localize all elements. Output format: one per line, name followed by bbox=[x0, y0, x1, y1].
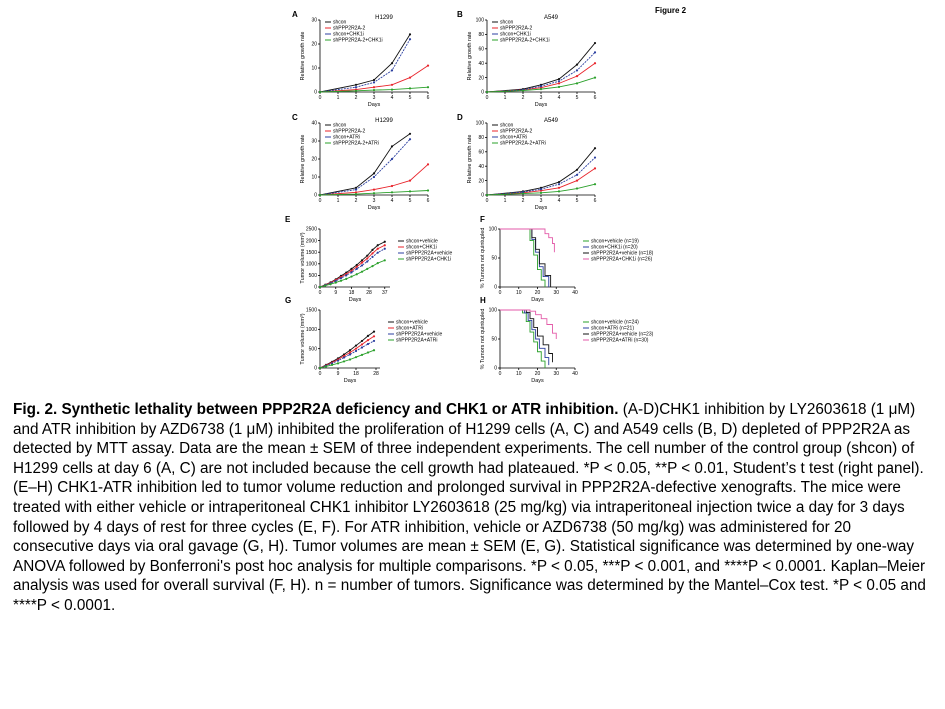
legend-label: shPPP2R2A+ATRi bbox=[396, 337, 438, 344]
data-point bbox=[361, 264, 363, 266]
data-point bbox=[558, 187, 560, 189]
data-point bbox=[340, 280, 342, 282]
data-point bbox=[384, 259, 386, 261]
x-tick-label: 5 bbox=[408, 198, 412, 204]
chart-h bbox=[480, 298, 680, 386]
y-axis-label: Tumor volume (mm³) bbox=[300, 313, 306, 365]
y-tick-label: 0 bbox=[314, 192, 317, 199]
chart-a bbox=[292, 12, 442, 108]
data-point bbox=[324, 285, 326, 287]
data-point bbox=[373, 349, 375, 351]
series-line bbox=[320, 245, 385, 287]
x-tick-label: 4 bbox=[557, 95, 561, 101]
y-axis-label: Relative growth rate bbox=[300, 31, 306, 81]
x-tick-label: 9 bbox=[336, 371, 340, 377]
data-point bbox=[391, 84, 393, 86]
data-point bbox=[594, 156, 596, 158]
legend-label: shPPP2R2A+ATRi (n=30) bbox=[591, 337, 649, 344]
data-point bbox=[391, 185, 393, 187]
y-tick-label: 0 bbox=[494, 365, 497, 372]
data-point bbox=[377, 262, 379, 264]
x-tick-label: 28 bbox=[373, 371, 379, 377]
x-tick-label: 4 bbox=[390, 95, 394, 101]
legend-label: shcon+CHK1i bbox=[406, 244, 437, 251]
data-point bbox=[340, 277, 342, 279]
chart-g bbox=[285, 298, 475, 386]
data-point bbox=[355, 348, 357, 350]
x-axis-label: Days bbox=[367, 102, 381, 108]
data-point bbox=[349, 358, 351, 360]
data-point bbox=[373, 79, 375, 81]
legend-label: shPPP2R2A-2 bbox=[500, 128, 533, 135]
chart-f bbox=[480, 217, 680, 305]
data-point bbox=[576, 75, 578, 77]
y-tick-label: 0 bbox=[314, 89, 317, 96]
x-tick-label: 5 bbox=[575, 198, 579, 204]
data-point bbox=[558, 181, 560, 183]
legend-label: shPPP2R2A+vehicle (n=18) bbox=[591, 250, 654, 257]
data-point bbox=[384, 244, 386, 246]
data-point bbox=[373, 335, 375, 337]
data-point bbox=[373, 189, 375, 191]
x-tick-label: 30 bbox=[553, 290, 560, 296]
x-axis-label: Days bbox=[343, 378, 357, 384]
data-point bbox=[371, 256, 373, 258]
legend-label: shcon+ATRi bbox=[396, 325, 424, 332]
data-point bbox=[409, 38, 411, 40]
data-point bbox=[371, 249, 373, 251]
chart-b bbox=[457, 12, 607, 108]
y-tick-label: 40 bbox=[478, 163, 484, 170]
data-point bbox=[377, 252, 379, 254]
data-point bbox=[522, 89, 524, 91]
y-axis-label: % Tumors not quintupled bbox=[480, 308, 486, 370]
legend-label: shcon+vehicle (n=19) bbox=[591, 238, 639, 245]
legend-label: shcon+vehicle (n=24) bbox=[591, 319, 639, 326]
x-axis-label: Days bbox=[348, 297, 362, 303]
data-point bbox=[361, 354, 363, 356]
data-point bbox=[355, 193, 357, 195]
data-point bbox=[409, 87, 411, 89]
legend-label: shcon+CHK1i bbox=[333, 31, 364, 38]
panel-letter: H bbox=[480, 296, 486, 305]
data-point bbox=[355, 356, 357, 358]
x-tick-label: 2 bbox=[521, 95, 525, 101]
data-point bbox=[350, 271, 352, 273]
x-tick-label: 1 bbox=[336, 198, 340, 204]
data-point bbox=[540, 192, 542, 194]
data-point bbox=[558, 183, 560, 185]
panel-d bbox=[457, 113, 607, 211]
data-point bbox=[367, 343, 369, 345]
data-point bbox=[361, 262, 363, 264]
data-point bbox=[356, 273, 358, 275]
data-point bbox=[345, 274, 347, 276]
data-point bbox=[373, 86, 375, 88]
data-point bbox=[366, 255, 368, 257]
x-tick-label: 37 bbox=[381, 290, 388, 296]
legend-label: shPPP2R2A-2+CHK1i bbox=[333, 37, 383, 44]
data-point bbox=[343, 360, 345, 362]
y-tick-label: 10 bbox=[311, 174, 317, 181]
data-point bbox=[361, 340, 363, 342]
y-axis-label: % Tumors not quintupled bbox=[480, 227, 486, 289]
data-point bbox=[409, 180, 411, 182]
x-axis-label: Days bbox=[534, 102, 548, 108]
panel-letter: E bbox=[285, 215, 291, 224]
y-tick-label: 30 bbox=[311, 138, 317, 145]
data-point bbox=[558, 190, 560, 192]
caption-title: Fig. 2. Synthetic lethality between PPP2R2A deficiency and CHK1 or ATR inhibition. bbox=[13, 401, 619, 418]
legend-label: shcon+ATRi bbox=[500, 134, 528, 141]
data-point bbox=[576, 82, 578, 84]
data-point bbox=[319, 286, 321, 288]
y-tick-label: 30 bbox=[311, 17, 317, 24]
chart-d bbox=[457, 115, 607, 211]
data-point bbox=[361, 259, 363, 261]
data-point bbox=[594, 183, 596, 185]
x-tick-label: 0 bbox=[318, 290, 322, 296]
panel-letter: D bbox=[457, 113, 463, 122]
y-tick-label: 100 bbox=[475, 17, 484, 24]
x-tick-label: 40 bbox=[572, 371, 578, 377]
legend-label: shPPP2R2A+vehicle bbox=[406, 250, 453, 257]
data-point bbox=[373, 176, 375, 178]
data-point bbox=[409, 33, 411, 35]
legend-label: shPPP2R2A-2+CHK1i bbox=[500, 37, 550, 44]
x-tick-label: 6 bbox=[426, 198, 430, 204]
data-point bbox=[366, 268, 368, 270]
panel-f bbox=[480, 217, 680, 310]
data-point bbox=[384, 241, 386, 243]
data-point bbox=[367, 339, 369, 341]
x-tick-label: 0 bbox=[498, 290, 502, 296]
series-line bbox=[500, 229, 545, 287]
data-point bbox=[576, 174, 578, 176]
x-tick-label: 0 bbox=[485, 198, 489, 204]
data-point bbox=[576, 187, 578, 189]
data-point bbox=[391, 69, 393, 71]
legend-label: shPPP2R2A+vehicle bbox=[396, 331, 443, 338]
legend-label: shcon+CHK1i bbox=[500, 31, 531, 38]
x-tick-label: 18 bbox=[348, 290, 355, 296]
data-point bbox=[373, 172, 375, 174]
x-tick-label: 10 bbox=[515, 290, 522, 296]
data-point bbox=[558, 80, 560, 82]
y-tick-label: 0 bbox=[481, 89, 484, 96]
x-tick-label: 2 bbox=[521, 198, 525, 204]
x-tick-label: 0 bbox=[318, 95, 322, 101]
data-point bbox=[576, 69, 578, 71]
series-line bbox=[320, 139, 410, 195]
x-tick-label: 3 bbox=[539, 198, 543, 204]
data-point bbox=[540, 88, 542, 90]
y-tick-label: 0 bbox=[494, 284, 497, 291]
panel-title: H1299 bbox=[375, 15, 393, 21]
data-point bbox=[594, 147, 596, 149]
data-point bbox=[409, 77, 411, 79]
data-point bbox=[356, 268, 358, 270]
panel-title: H1299 bbox=[375, 118, 393, 124]
x-tick-label: 0 bbox=[498, 371, 502, 377]
x-tick-label: 3 bbox=[372, 198, 376, 204]
data-point bbox=[391, 89, 393, 91]
data-point bbox=[337, 360, 339, 362]
data-point bbox=[349, 353, 351, 355]
data-point bbox=[319, 91, 321, 93]
x-tick-label: 28 bbox=[366, 290, 372, 296]
data-point bbox=[576, 64, 578, 66]
x-tick-label: 20 bbox=[534, 290, 541, 296]
y-tick-label: 20 bbox=[311, 41, 317, 48]
series-line bbox=[320, 332, 374, 368]
series-line bbox=[500, 229, 551, 287]
data-point bbox=[409, 133, 411, 135]
x-tick-label: 0 bbox=[318, 371, 322, 377]
x-axis-label: Days bbox=[531, 378, 544, 384]
x-tick-label: 2 bbox=[354, 95, 358, 101]
panel-g bbox=[285, 298, 475, 391]
data-point bbox=[391, 62, 393, 64]
chart-e bbox=[285, 217, 475, 305]
y-tick-label: 100 bbox=[488, 226, 497, 233]
y-axis-label: Relative growth rate bbox=[467, 31, 473, 81]
y-tick-label: 0 bbox=[314, 365, 317, 372]
legend-label: shcon bbox=[500, 19, 514, 26]
data-point bbox=[319, 367, 321, 369]
data-point bbox=[427, 189, 429, 191]
y-tick-label: 80 bbox=[478, 32, 484, 39]
y-tick-label: 40 bbox=[478, 60, 484, 67]
legend-label: shcon bbox=[500, 122, 514, 129]
data-point bbox=[335, 281, 337, 283]
panel-title: A549 bbox=[543, 118, 559, 124]
x-tick-label: 10 bbox=[515, 371, 522, 377]
data-point bbox=[540, 188, 542, 190]
data-point bbox=[356, 266, 358, 268]
panel-letter: B bbox=[457, 10, 463, 19]
panel-h bbox=[480, 298, 680, 391]
x-axis-label: Days bbox=[531, 297, 544, 303]
y-tick-label: 40 bbox=[311, 120, 317, 127]
x-tick-label: 4 bbox=[557, 198, 561, 204]
panel-e bbox=[285, 217, 475, 310]
series-line bbox=[320, 39, 410, 92]
y-tick-label: 50 bbox=[491, 255, 497, 262]
x-tick-label: 0 bbox=[485, 95, 489, 101]
data-point bbox=[594, 167, 596, 169]
legend-label: shcon+CHK1i (n=20) bbox=[591, 244, 638, 251]
data-point bbox=[367, 335, 369, 337]
y-tick-label: 100 bbox=[475, 120, 484, 127]
data-point bbox=[576, 180, 578, 182]
figure-caption bbox=[13, 400, 935, 616]
legend-label: shPPP2R2A+CHK1i bbox=[406, 256, 452, 263]
x-tick-label: 5 bbox=[575, 95, 579, 101]
series-line bbox=[500, 229, 554, 252]
y-axis-label: Relative growth rate bbox=[300, 134, 306, 184]
data-point bbox=[355, 84, 357, 86]
legend-label: shPPP2R2A-2 bbox=[333, 128, 366, 135]
x-tick-label: 3 bbox=[539, 95, 543, 101]
data-point bbox=[373, 331, 375, 333]
x-tick-label: 5 bbox=[408, 95, 412, 101]
x-tick-label: 1 bbox=[503, 198, 507, 204]
data-point bbox=[345, 278, 347, 280]
data-point bbox=[367, 351, 369, 353]
chart-c bbox=[292, 115, 442, 211]
data-point bbox=[594, 77, 596, 79]
x-tick-label: 1 bbox=[336, 95, 340, 101]
legend-label: shPPP2R2A-2+ATRi bbox=[333, 140, 379, 147]
data-point bbox=[576, 169, 578, 171]
y-axis-label: Relative growth rate bbox=[467, 134, 473, 184]
y-tick-label: 500 bbox=[308, 346, 317, 353]
x-tick-label: 30 bbox=[553, 371, 560, 377]
data-point bbox=[558, 86, 560, 88]
data-point bbox=[486, 91, 488, 93]
y-tick-label: 100 bbox=[488, 307, 497, 314]
x-axis-label: Days bbox=[367, 205, 381, 211]
data-point bbox=[361, 271, 363, 273]
panel-b bbox=[457, 10, 607, 108]
legend-label: shPPP2R2A+CHK1i (n=26) bbox=[591, 256, 653, 263]
x-tick-label: 3 bbox=[372, 95, 376, 101]
y-tick-label: 20 bbox=[478, 178, 484, 185]
x-tick-label: 6 bbox=[593, 95, 597, 101]
data-point bbox=[391, 158, 393, 160]
figure-label: Figure 2 bbox=[655, 6, 687, 15]
data-point bbox=[361, 346, 363, 348]
data-point bbox=[319, 194, 321, 196]
data-point bbox=[391, 145, 393, 147]
data-point bbox=[366, 257, 368, 259]
caption-body: (A-D)CHK1 inhibition by LY2603618 (1 μM) and ATR inhibition by AZD6738 (1 μM) inhibited the proliferation of H1299 cells (A, C) and A549 cells (B, D) depleted of PPP2R2A as detected by MTT assay. Data are the mean ± SEM of three independent experiments. The cell number of the control group (shcon) of H1299 cells at day 6 (A, C) are not included because the cell growth had plateaued. *P < 0.05, **P < 0.01, Student’s t test (right panel). (E–H) CHK1-ATR inhibition led to tumor volume reduction and prolonged survival in PPP2R2A-defective xenografts. The mice were treated with either vehicle or intraperitoneal CHK1 inhibitor LY2603618 (25 mg/kg) via intraperitoneal injection twice a day for 3 days followed by 4 days of rest for three cycles (E, F). For ATR inhibition, vehicle or AZD6738 (50 mg/kg) was administered for 20 consecutive days via oral gavage (G, H). Tumor volumes are mean ± SEM (E, G). Statistical significance was determined by one-way ANOVA followed by Bonferroni's post hoc analysis for multiple comparisons. *P < 0.05, ***P < 0.001, and ****P < 0.0001. Kaplan–Meier analysis was used for overall survival (F, H). n = number of tumors. Significance was determined by the Mantel–Cox test. *P < 0.05 and ****P < 0.0001. bbox=[13, 401, 926, 614]
y-tick-label: 0 bbox=[481, 192, 484, 199]
y-tick-label: 2000 bbox=[305, 238, 317, 245]
data-point bbox=[355, 344, 357, 346]
data-point bbox=[343, 356, 345, 358]
x-tick-label: 9 bbox=[334, 290, 338, 296]
data-point bbox=[355, 86, 357, 88]
legend-label: shcon+ATRi (n=21) bbox=[591, 325, 634, 332]
legend-label: shPPP2R2A-2 bbox=[333, 25, 366, 32]
data-point bbox=[558, 82, 560, 84]
panel-letter: C bbox=[292, 113, 298, 122]
y-tick-label: 60 bbox=[478, 149, 484, 156]
data-point bbox=[594, 51, 596, 53]
data-point bbox=[594, 42, 596, 44]
x-tick-label: 6 bbox=[426, 95, 430, 101]
legend-label: shPPP2R2A-2+ATRi bbox=[500, 140, 546, 147]
panel-letter: G bbox=[285, 296, 292, 305]
legend-label: shPPP2R2A-2 bbox=[500, 25, 533, 32]
data-point bbox=[373, 89, 375, 91]
y-tick-label: 10 bbox=[311, 65, 317, 72]
x-tick-label: 20 bbox=[534, 371, 541, 377]
y-tick-label: 20 bbox=[311, 156, 317, 163]
data-point bbox=[331, 364, 333, 366]
data-point bbox=[355, 350, 357, 352]
y-tick-label: 50 bbox=[491, 336, 497, 343]
data-point bbox=[427, 163, 429, 165]
legend-label: shcon+vehicle bbox=[396, 319, 428, 326]
y-tick-label: 1000 bbox=[305, 327, 317, 334]
data-point bbox=[373, 192, 375, 194]
data-point bbox=[540, 85, 542, 87]
x-tick-label: 4 bbox=[390, 198, 394, 204]
x-axis-label: Days bbox=[534, 205, 548, 211]
data-point bbox=[355, 90, 357, 92]
panel-letter: F bbox=[480, 215, 485, 224]
panel-title: A549 bbox=[543, 15, 559, 21]
y-tick-label: 1500 bbox=[305, 307, 317, 314]
panel-letter: A bbox=[292, 10, 298, 19]
data-point bbox=[409, 190, 411, 192]
data-point bbox=[373, 81, 375, 83]
data-point bbox=[409, 138, 411, 140]
x-tick-label: 18 bbox=[353, 371, 359, 377]
y-tick-label: 1500 bbox=[305, 249, 317, 256]
data-point bbox=[384, 248, 386, 250]
data-point bbox=[371, 265, 373, 267]
data-point bbox=[355, 189, 357, 191]
panel-c bbox=[292, 113, 442, 211]
data-point bbox=[349, 349, 351, 351]
data-point bbox=[486, 194, 488, 196]
legend-label: shcon+vehicle bbox=[406, 238, 438, 245]
data-point bbox=[594, 62, 596, 64]
y-axis-label: Tumor volume (mm³) bbox=[300, 232, 306, 284]
y-tick-label: 1000 bbox=[305, 261, 317, 268]
legend-label: shcon bbox=[333, 19, 347, 26]
x-tick-label: 1 bbox=[503, 95, 507, 101]
x-tick-label: 6 bbox=[593, 198, 597, 204]
data-point bbox=[427, 65, 429, 67]
y-tick-label: 80 bbox=[478, 135, 484, 142]
data-point bbox=[427, 86, 429, 88]
data-point bbox=[350, 275, 352, 277]
data-point bbox=[325, 365, 327, 367]
data-point bbox=[371, 252, 373, 254]
legend-label: shcon+ATRi bbox=[333, 134, 361, 141]
data-point bbox=[329, 283, 331, 285]
legend-label: shPPP2R2A+vehicle (n=23) bbox=[591, 331, 654, 338]
y-tick-label: 20 bbox=[478, 75, 484, 82]
data-point bbox=[361, 343, 363, 345]
data-point bbox=[373, 340, 375, 342]
y-tick-label: 60 bbox=[478, 46, 484, 53]
x-tick-label: 0 bbox=[318, 198, 322, 204]
x-tick-label: 2 bbox=[354, 198, 358, 204]
data-point bbox=[377, 244, 379, 246]
panel-a bbox=[292, 10, 442, 108]
data-point bbox=[377, 248, 379, 250]
y-tick-label: 500 bbox=[308, 273, 317, 280]
data-point bbox=[349, 351, 351, 353]
x-tick-label: 40 bbox=[572, 290, 578, 296]
y-tick-label: 0 bbox=[314, 284, 317, 291]
legend-label: shcon bbox=[333, 122, 347, 129]
data-point bbox=[337, 362, 339, 364]
data-point bbox=[366, 260, 368, 262]
data-point bbox=[391, 191, 393, 193]
data-point bbox=[558, 78, 560, 80]
y-tick-label: 2500 bbox=[305, 226, 317, 233]
data-point bbox=[522, 192, 524, 194]
